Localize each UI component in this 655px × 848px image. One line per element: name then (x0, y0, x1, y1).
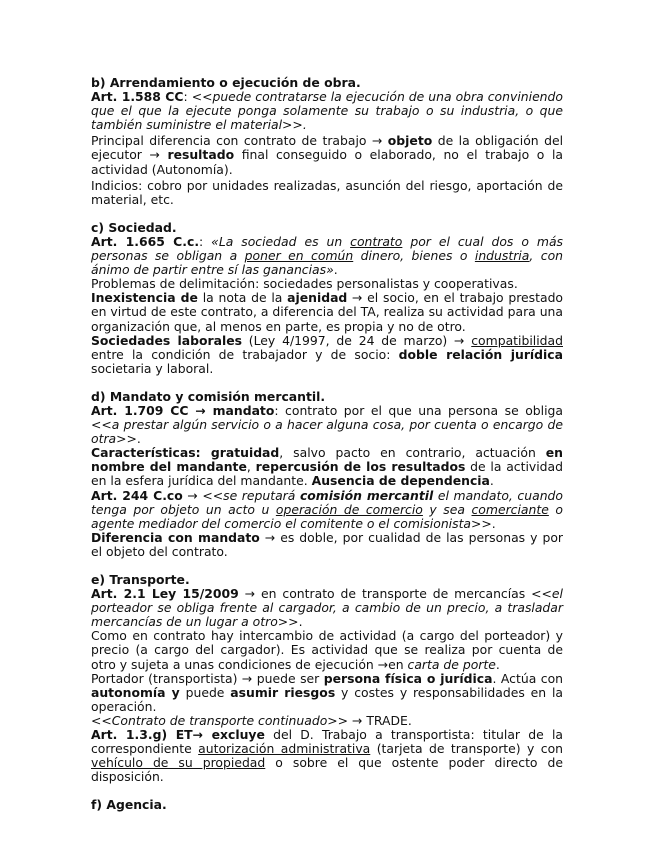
caracteristicas-paragraph (91, 446, 563, 488)
text-fragment: , (246, 459, 256, 475)
underlined-term: poner en común (244, 248, 354, 264)
text-fragment: Como en contrato hay intercambio de actividad (a cargo del porteador) y precio (a cargo del cargador). Es actividad que se realiza por cuenta de otro y sujeta a unas condiciones de ejecución →en (91, 628, 563, 672)
text-fragment: final conseguido o elaborado, no el trabajo o la actividad (Autonomía). (91, 147, 563, 177)
bold-term: resultado (167, 147, 235, 163)
text-fragment: o agente mediador del comercio el comitente o el comisionista>> (91, 501, 563, 531)
section-transporte (91, 573, 563, 784)
art-2-1-paragraph (91, 587, 563, 629)
text-fragment: → TRADE. (348, 712, 412, 728)
underlined-term: operación de comercio (275, 501, 423, 517)
text-fragment: : (199, 233, 212, 249)
italic-term: <<Contrato de transporte continuado>> (91, 712, 349, 728)
underlined-term: compatibilidad (471, 332, 563, 348)
bold-term: comisión mercantil (299, 487, 434, 503)
text-fragment: societaria y laboral. (91, 360, 214, 376)
text-fragment: de la actividad en la esfera jurídica del mandante. (91, 459, 563, 489)
document-body (91, 76, 563, 827)
text-fragment: : contrato por el que una persona se obliga (274, 402, 563, 418)
indicios-paragraph: Indicios: cobro por unidades realizadas, asunción del riesgo, aportación de material, etc. (91, 177, 563, 207)
bold-term: autonomía y (91, 684, 180, 700)
underlined-term: contrato (350, 233, 403, 249)
text-fragment: por el cual dos o más personas se obligan a (91, 233, 563, 264)
bold-term: Características: gratuidad (91, 445, 280, 461)
art-ref: Art. 1.3.g) ET→ excluye (91, 727, 265, 743)
section-title-d: d) Mandato y comisión mercantil. (91, 388, 326, 404)
bold-term: doble relación jurídica (398, 346, 563, 362)
text-fragment: (tarjeta de transporte) y con (370, 741, 564, 757)
underlined-term: vehículo de su propiedad (91, 755, 266, 771)
section-arrendamiento (91, 76, 563, 207)
text-fragment: → en contrato de transporte de mercancías (238, 586, 532, 602)
text-fragment: la nota de la (197, 290, 288, 306)
section-mandato (91, 390, 563, 559)
diferencia-paragraph (91, 134, 563, 176)
art-ref: Art. 2.1 Ley 15/2009 (91, 586, 239, 602)
underlined-term: autorización administrativa (198, 741, 371, 757)
portador-paragraph (91, 672, 563, 714)
legal-quote: <<a prestar algún servicio o a hacer alguna cosa, por cuenta o encargo de otra>> (91, 417, 563, 447)
text-fragment: (Ley 4/1997, de 24 de marzo) → (241, 332, 472, 348)
text-fragment: o sobre el que ostente poder directo de disposición. (91, 755, 564, 785)
legal-quote: <<el porteador se obliga frente al cargador, a cambio de un precio, a trasladar mercancías de un lugar a otro>> (91, 586, 563, 630)
text-fragment: entre la condición de trabajador y de socio: (91, 346, 399, 362)
underlined-term: industria (474, 248, 530, 264)
text-fragment: → (182, 487, 203, 503)
bold-term: en nombre del mandante (91, 445, 563, 475)
art-ref: Art. 244 C.co (91, 487, 183, 503)
art-1665-paragraph (91, 235, 563, 277)
bold-term: persona física o jurídica (323, 670, 493, 686)
text-fragment: el mandato, cuando tenga por objeto un acto u (91, 487, 563, 517)
bold-term: objeto (387, 133, 433, 149)
intercambio-paragraph (91, 629, 563, 671)
text-fragment: <<se reputará (202, 487, 300, 503)
bold-term: ajenidad (287, 290, 348, 306)
underlined-term: comerciante (471, 501, 549, 517)
bold-term: Inexistencia de (91, 290, 198, 306)
italic-term: carta de porte (407, 656, 496, 672)
text-fragment: del D. Trabajo a transportista: titular de la correspondiente (91, 727, 563, 757)
art-1588-paragraph (91, 90, 563, 132)
bold-term: Ausencia de dependencia (311, 473, 490, 489)
section-agencia (91, 798, 563, 812)
text-fragment: Portador (transportista) → puede ser (91, 670, 324, 686)
art-ref: Art. 1.588 CC (91, 89, 184, 105)
problemas-paragraph: Problemas de delimitación: sociedades personalistas y cooperativas. (91, 276, 518, 292)
inexistencia-paragraph (91, 291, 563, 333)
art-ref: Art. 1.665 C.c. (91, 233, 200, 249)
section-title-e: e) Transporte. (91, 572, 190, 587)
text-fragment: puede (179, 684, 231, 700)
section-sociedad (91, 221, 563, 376)
art-1709-paragraph (91, 404, 563, 446)
art-ref: Art. 1.709 CC → mandato (91, 402, 275, 418)
text-fragment: «La sociedad es un (211, 233, 351, 249)
text-fragment: , salvo pacto en contrario, actuación (279, 445, 546, 461)
diferencia-mandato-paragraph (91, 531, 563, 559)
text-fragment: → el socio, en el trabajo prestado en virtud de este contrato, a diferencia del TA, realiza su actividad para una organización que, al menos en parte, es propia y no de otro. (91, 290, 564, 334)
bold-term: Sociedades laborales (91, 332, 242, 348)
text-fragment: y sea (422, 501, 472, 517)
art-244-paragraph (91, 489, 563, 531)
trade-paragraph (91, 714, 563, 728)
art-1-3-g-paragraph (91, 728, 563, 784)
text-fragment: . Actúa con (492, 670, 564, 686)
text-fragment: . (495, 656, 500, 672)
text-fragment: → es doble, por cualidad de las personas y por el objeto del contrato. (91, 529, 563, 559)
section-title-c: c) Sociedad. (91, 219, 177, 235)
text-fragment: Principal diferencia con contrato de trabajo → (91, 133, 388, 149)
text-fragment: . (333, 262, 338, 278)
text-fragment: . (136, 431, 141, 447)
bold-term: repercusión de los resultados (255, 459, 466, 475)
text-fragment: , con ánimo de partir entre sí las ganancias» (91, 248, 563, 278)
sociedades-laborales-paragraph (91, 334, 563, 376)
text-fragment: . (489, 473, 494, 489)
legal-quote: <<puede contratarse la ejecución de una obra conviniendo que el que la ejecute ponga solamente su trabajo o su industria, o que también suministre el material>>. (91, 89, 563, 133)
bold-term: asumir riesgos (230, 684, 336, 700)
text-fragment: . (491, 515, 496, 531)
text-fragment: y costes y responsabilidades en la operación. (91, 684, 563, 714)
text-fragment: : (183, 89, 188, 105)
text-fragment: . (298, 614, 303, 630)
text-fragment: de la obligación del ejecutor → (91, 133, 564, 163)
bold-term: Diferencia con mandato (91, 529, 260, 545)
section-title-f: f) Agencia. (91, 797, 167, 813)
text-fragment: dinero, bienes o (353, 248, 475, 264)
section-title-b: b) Arrendamiento o ejecución de obra. (91, 75, 361, 90)
